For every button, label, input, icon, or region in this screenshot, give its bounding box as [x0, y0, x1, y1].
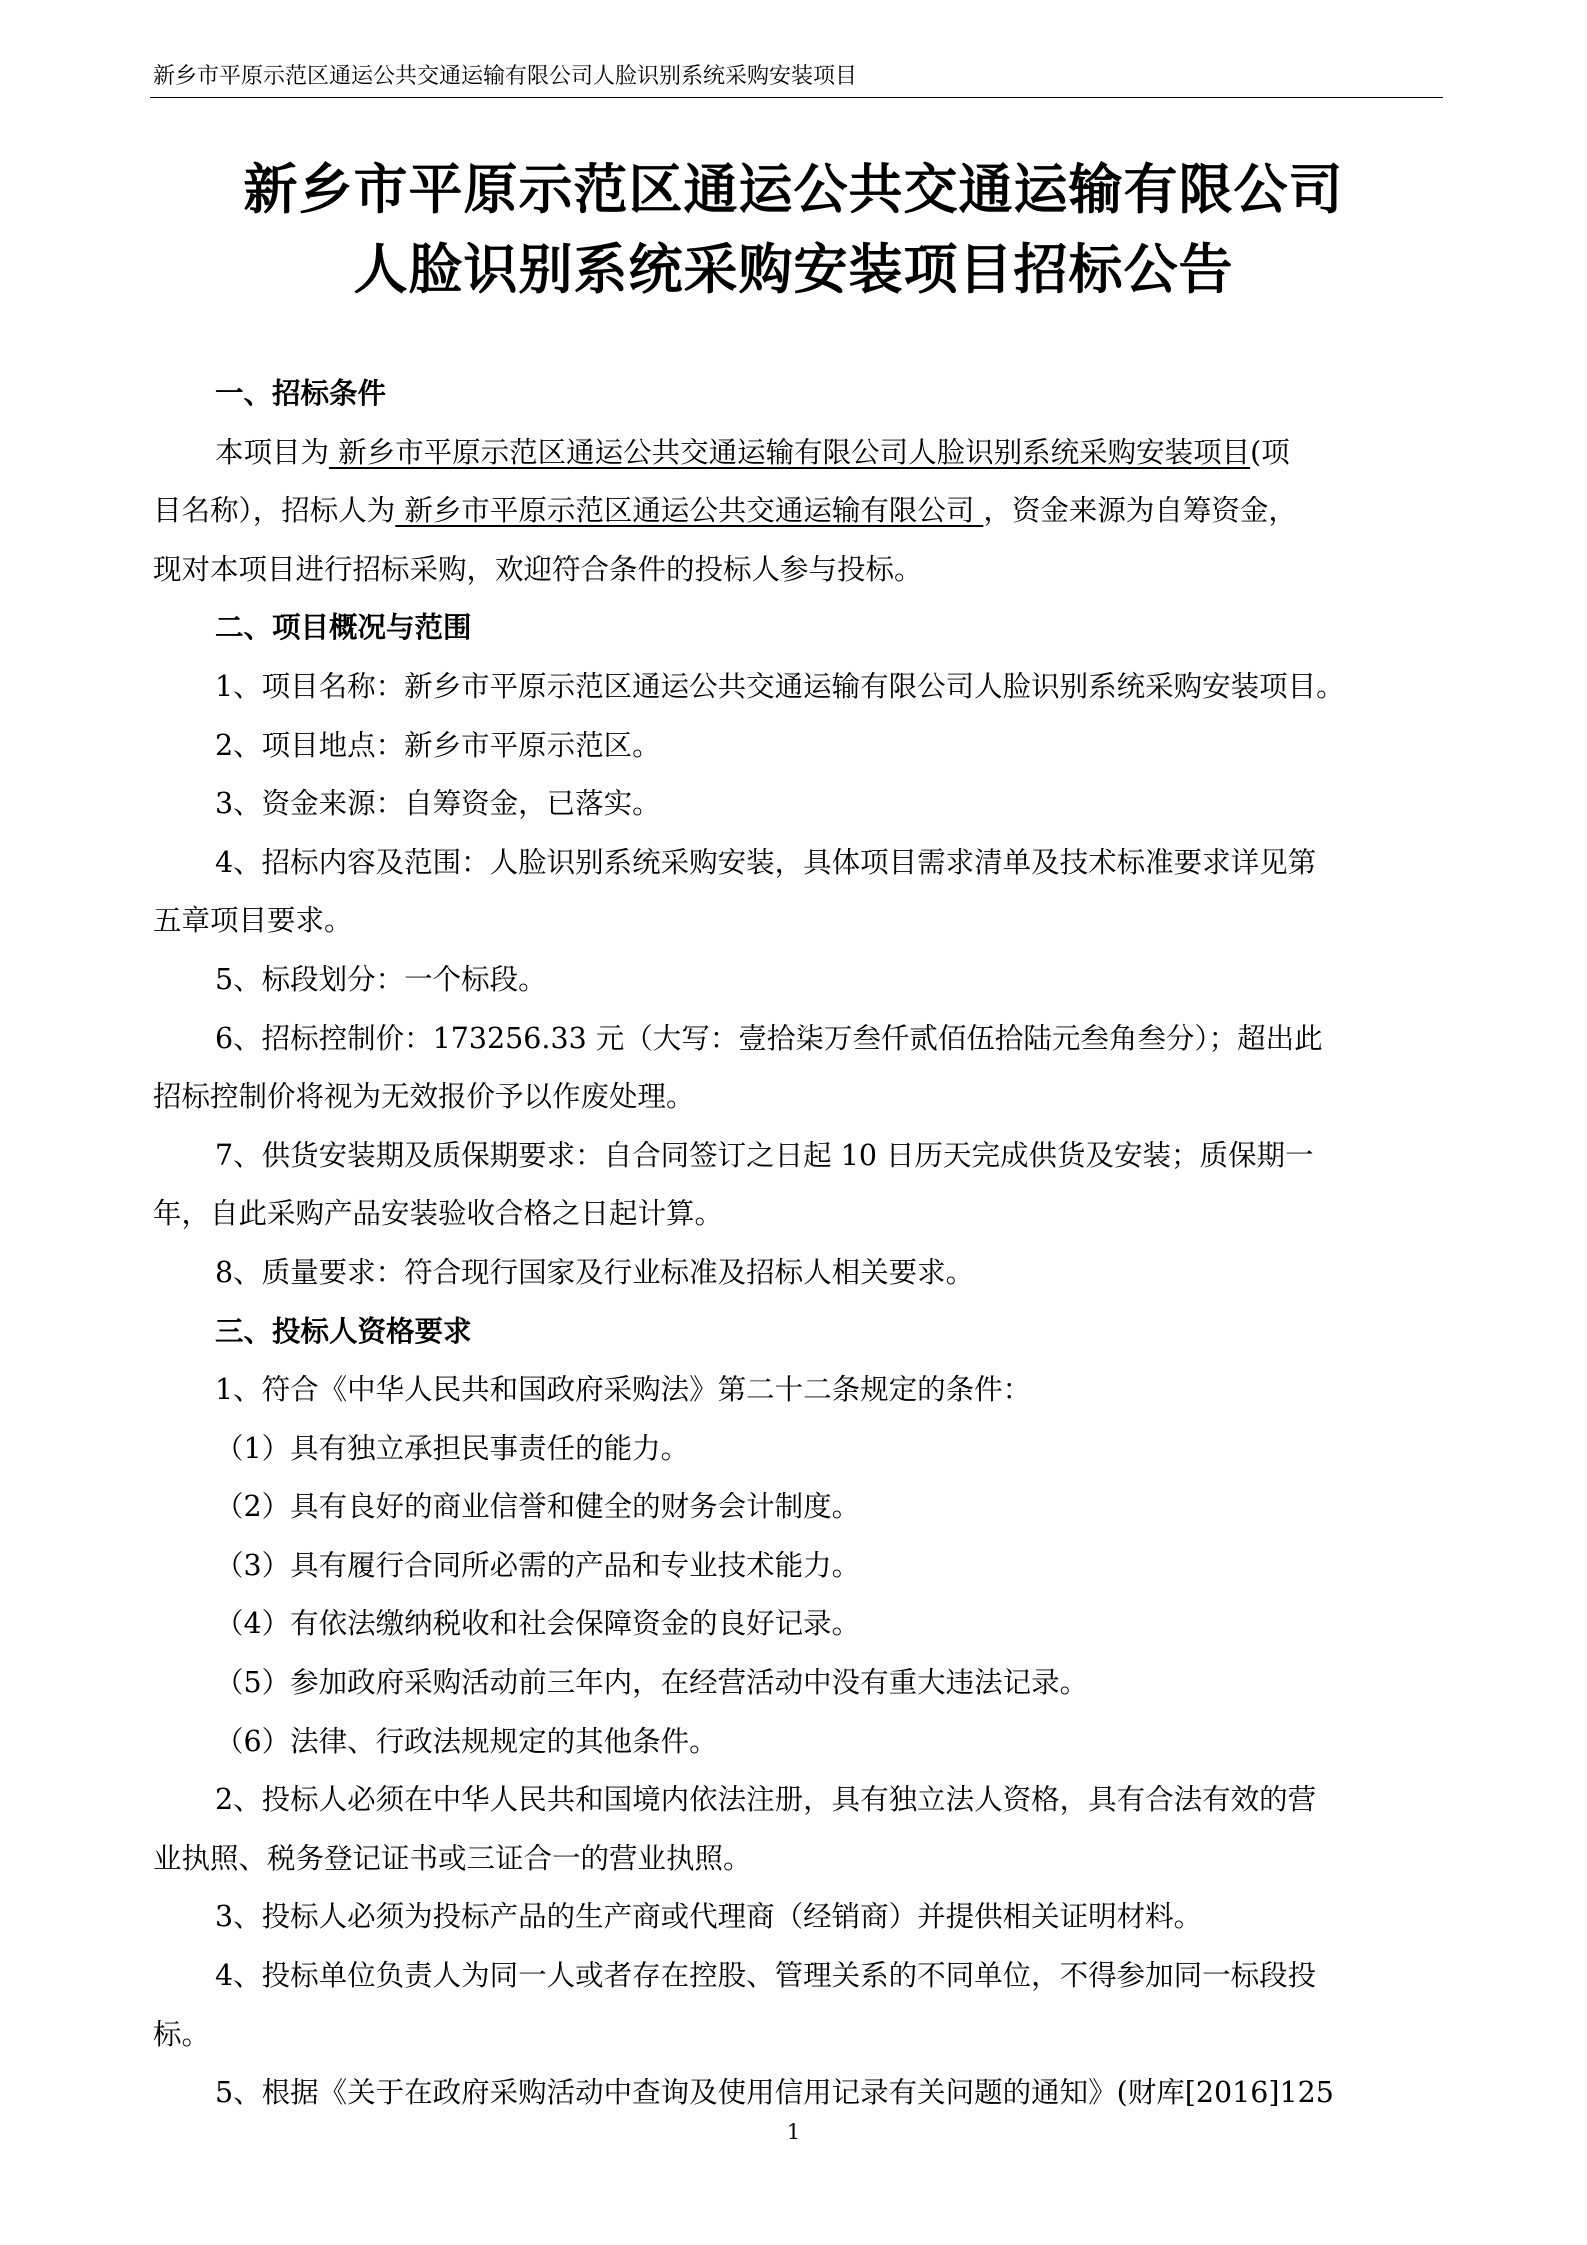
header-rule [150, 97, 1443, 98]
list-item-continuation: 五章项目要求。 [153, 904, 353, 938]
paragraph-line [153, 482, 1443, 541]
running-header: 新乡市平原示范区通运公共交通运输有限公司人脸识别系统采购安装项目 [153, 64, 858, 89]
paragraph-line [153, 424, 1443, 483]
list-item: 4、投标单位负责人为同一人或者存在控股、管理关系的不同单位，不得参加同一标段投 [215, 1959, 1317, 1993]
sub-list-item: （2）具有良好的商业信誉和健全的财务会计制度。 [215, 1490, 861, 1524]
document-title-line-1: 新乡市平原示范区通运公共交通运输有限公司 [243, 158, 1344, 221]
list-item: 5、根据《关于在政府采购活动中查询及使用信用记录有关问题的通知》(财库[2016]125 [215, 2076, 1334, 2110]
sub-list-item: （3）具有履行合同所必需的产品和专业技术能力。 [215, 1548, 861, 1582]
list-item-continuation: 标。 [153, 2017, 211, 2051]
list-item: 2、投标人必须在中华人民共和国境内依法注册，具有独立法人资格，具有合法有效的营 [215, 1783, 1317, 1817]
sub-list-item: （1）具有独立承担民事责任的能力。 [215, 1431, 690, 1465]
paragraph-line: 现对本项目进行招标采购，欢迎符合条件的投标人参与投标。 [153, 552, 923, 586]
list-item: 4、招标内容及范围：人脸识别系统采购安装，具体项目需求清单及技术标准要求详见第 [215, 845, 1317, 879]
list-item: 8、质量要求：符合现行国家及行业标准及招标人相关要求。 [215, 1255, 975, 1289]
list-item-continuation: 招标控制价将视为无效报价予以作废处理。 [153, 1080, 695, 1114]
text-run: (项 [1250, 435, 1290, 469]
document-title-line-2: 人脸识别系统采购安装项目招标公告 [353, 238, 1234, 301]
list-item: 3、投标人必须为投标产品的生产商或代理商（经销商）并提供相关证明材料。 [215, 1900, 1203, 1934]
text-run: 目名称），招标人为 [153, 494, 396, 528]
document-body [153, 365, 1443, 2123]
list-item: 6、招标控制价：173256.33 元（大写：壹拾柒万叁仟贰佰伍拾陆元叁角叁分）；超出此 [215, 1021, 1323, 1055]
text-run: ，资金来源为自筹资金， [983, 494, 1297, 528]
section-heading: 一、招标条件 [215, 377, 387, 410]
section-heading: 三、投标人资格要求 [215, 1314, 472, 1348]
list-item: 1、符合《中华人民共和国政府采购法》第二十二条规定的条件： [215, 1373, 1032, 1407]
sub-list-item: （4）有依法缴纳税收和社会保障资金的良好记录。 [215, 1607, 861, 1641]
sub-list-item: （6）法律、行政法规规定的其他条件。 [215, 1724, 718, 1758]
list-item: 5、标段划分：一个标段。 [215, 962, 547, 996]
list-item: 3、资金来源：自筹资金，已落实。 [215, 787, 661, 821]
text-run: 本项目为 [215, 435, 330, 469]
sub-list-item: （5）参加政府采购活动前三年内，在经营活动中没有重大违法记录。 [215, 1666, 1089, 1700]
section-heading: 二、项目概况与范围 [215, 611, 472, 645]
list-item: 2、项目地点：新乡市平原示范区。 [215, 728, 661, 762]
list-item: 7、供货安装期及质保期要求：自合同签订之日起 10 日历天完成供货及安装；质保期一 [215, 1138, 1314, 1172]
list-item-continuation: 年，自此采购产品安装验收合格之日起计算。 [153, 1197, 724, 1231]
tenderer-name: 新乡市平原示范区通运公共交通运输有限公司 [395, 494, 984, 528]
list-item-continuation: 业执照、税务登记证书或三证合一的营业执照。 [153, 1841, 752, 1875]
project-name: 新乡市平原示范区通运公共交通运输有限公司人脸识别系统采购安装项目 [329, 435, 1251, 469]
page-number: 1 [786, 2120, 801, 2144]
list-item: 1、项目名称：新乡市平原示范区通运公共交通运输有限公司人脸识别系统采购安装项目。 [215, 669, 1345, 703]
